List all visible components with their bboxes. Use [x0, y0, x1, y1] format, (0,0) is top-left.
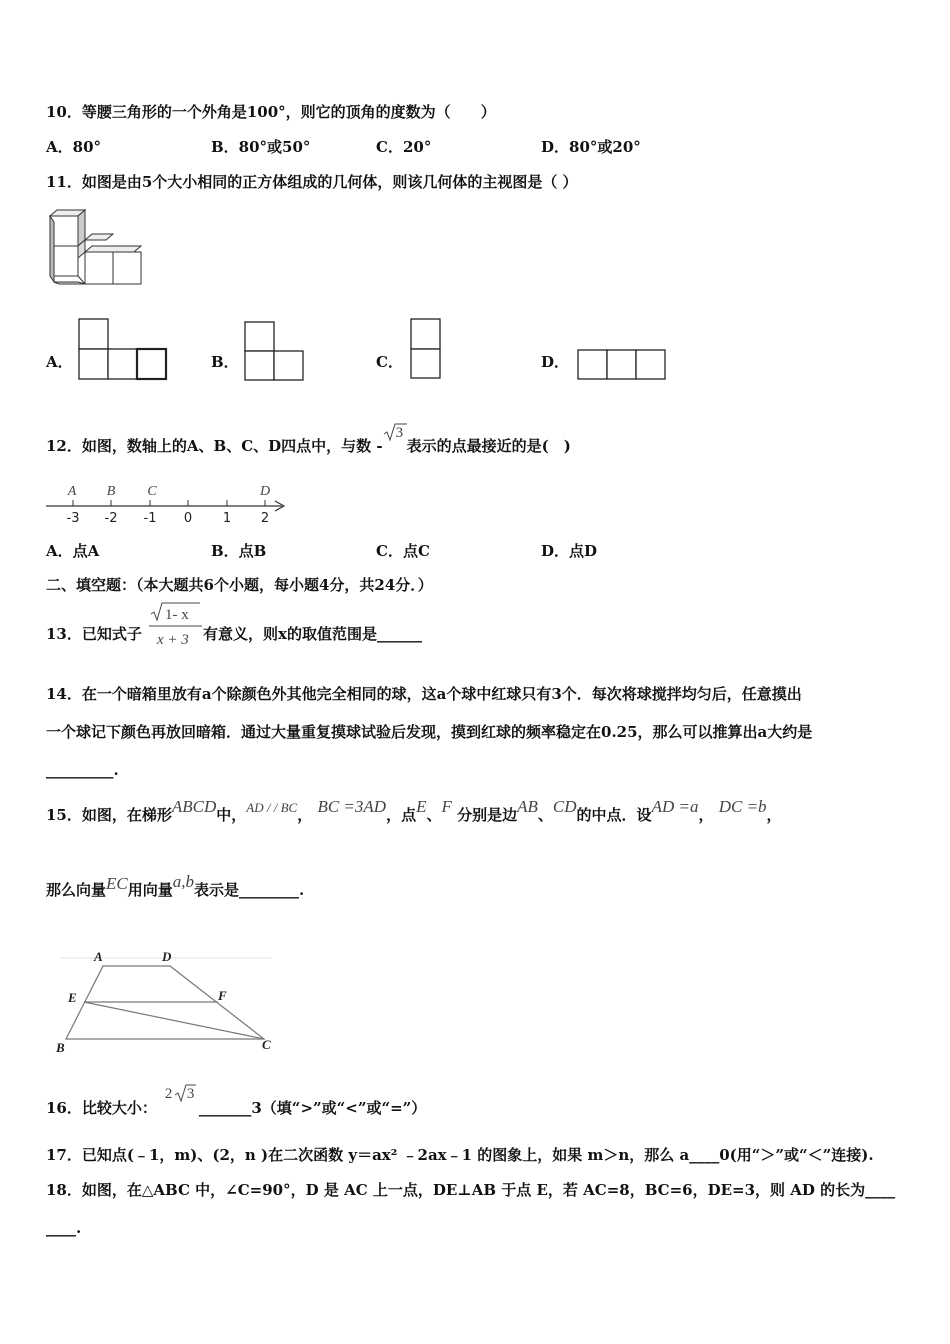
q13-suffix: 有意义，则x的取值范围是______: [203, 625, 422, 643]
q15-text: 表示是________.: [194, 881, 305, 899]
q14-line1: 14．在一个暗箱里放有a个除颜色外其他完全相同的球，这a个球中红球只有3个．每次将球搅拌均匀后，任意摸出: [46, 685, 802, 703]
q13-prefix: 13．已知式子: [46, 625, 142, 643]
q11-cube-figure: [45, 208, 145, 290]
section2-heading: 二、填空题：（本大题共6个小题，每小题4分，共24分．）: [46, 576, 433, 594]
axis-tick-neg2: -2: [104, 511, 118, 526]
q11-option-d: D．: [541, 353, 570, 371]
axis-tick-neg3: -3: [66, 511, 80, 526]
label-c: C: [262, 1037, 271, 1052]
q10-stem: 10．等腰三角形的一个外角是100°，则它的顶角的度数为（ ）: [46, 103, 496, 121]
q18-line1: 18．如图，在△ABC 中，∠C=90°，D 是 AC 上一点，DE⊥AB 于点 E，若 AC=8，BC=6，DE=3，则 AD 的长为____: [46, 1181, 896, 1199]
q15-text: 那么向量: [46, 881, 107, 899]
axis-tick-neg1: -1: [143, 511, 157, 526]
q15-line2: [46, 872, 305, 900]
q12-stem-text: 12．如图，数轴上的A、B、C、D四点中，与数 -: [46, 437, 383, 455]
q16-radicand: 3: [186, 1086, 195, 1102]
q12-option-b: B．点B: [211, 542, 267, 560]
q15-text: 中，: [216, 806, 247, 824]
q15-text: 、: [537, 806, 553, 824]
q13-numerator: 1- x: [165, 607, 189, 623]
axis-tick-0: 0: [183, 511, 193, 526]
q15-text: 用向量: [127, 881, 173, 899]
q15-math-ec: EC: [106, 874, 128, 893]
label-d: D: [162, 949, 172, 964]
axis-letter-d: D: [259, 484, 271, 499]
q11-view-c: [410, 318, 442, 380]
q10-option-d: D．80°或20°: [541, 138, 641, 156]
q15-math-ad-a: AD =a: [651, 797, 699, 816]
q12-stem: [46, 425, 571, 456]
q12-option-c: C．点C: [376, 542, 430, 560]
q15-math-e: E: [416, 797, 427, 816]
q15-math-bc3ad: BC =3AD: [317, 797, 387, 816]
axis-tick-2: 2: [260, 511, 270, 526]
q12-option-d: D．点D: [541, 542, 598, 560]
axis-letter-c: C: [147, 484, 157, 499]
label-b: B: [56, 1040, 65, 1055]
q15-text: 分别是边: [457, 806, 518, 824]
q17-stem: 17．已知点(﹣1，m)、(2，n )在二次函数 y＝ax² ﹣2ax﹣1 的图象上，如果 m＞n，那么 a____0(用“＞”或“＜”连接).: [46, 1146, 874, 1164]
q12-option-a: A．点A: [46, 542, 100, 560]
q12-stem-end: 表示的点最接近的是( ): [406, 437, 571, 455]
q10-option-a: A．80°: [46, 138, 102, 156]
label-a: A: [94, 949, 103, 964]
q10-option-c: C．20°: [376, 138, 432, 156]
q16-suffix: _______3（填“>”或“<”或“=”）: [198, 1099, 427, 1117]
q12-sqrt: [383, 425, 407, 456]
q15-math-cd: CD: [552, 797, 577, 816]
q11-view-b: [244, 321, 304, 381]
q11-option-a: A．: [46, 353, 73, 371]
q15-text: 的中点．设: [576, 806, 652, 824]
q18-line2: ____.: [46, 1219, 82, 1237]
q15-math-ab-vectors: a,b: [172, 872, 195, 891]
q12-radicand: 3: [395, 425, 404, 441]
q15-math-parallel: AD / / BC: [246, 800, 298, 815]
axis-letter-a: A: [67, 484, 77, 499]
q15-text: ，: [766, 806, 782, 824]
axis-letter-b: B: [106, 484, 116, 499]
q15-math-f: F: [441, 797, 452, 816]
axis-tick-1: 1: [222, 511, 232, 526]
q15-text: 、: [426, 806, 442, 824]
q14-line3: _________.: [46, 761, 119, 779]
q16-expression: [157, 1086, 199, 1118]
q16-line: [46, 1086, 427, 1118]
q11-option-c: C．: [376, 353, 403, 371]
q15-math-abcd: ABCD: [171, 797, 217, 816]
q10-option-b: B．80°或50°: [211, 138, 311, 156]
q13-denominator: x + 3: [157, 632, 189, 648]
q15-text: ，: [698, 806, 714, 824]
q15-math-dc-b: DC =b: [718, 797, 767, 816]
q15-line1: [46, 797, 782, 826]
q16-coefficient: 2: [164, 1086, 173, 1102]
q15-text: ，点: [386, 806, 417, 824]
q11-view-d: [577, 349, 668, 381]
q15-text: ，: [297, 806, 313, 824]
label-e: E: [68, 990, 77, 1005]
label-f: F: [218, 988, 227, 1003]
q16-prefix: 16．比较大小：: [46, 1099, 157, 1117]
q14-line2: 一个球记下颜色再放回暗箱．通过大量重复摸球试验后发现，摸到红球的频率稳定在0.25，那么可以推算出a大约是: [46, 723, 813, 741]
q15-math-ab: AB: [517, 797, 538, 816]
q11-option-b: B．: [211, 353, 239, 371]
q13-fraction: [148, 600, 204, 650]
q15-trapezoid-figure: [52, 944, 282, 1056]
q11-view-a: [78, 318, 168, 380]
q11-stem: 11．如图是由5个大小相同的正方体组成的几何体，则该几何体的主视图是（ ）: [46, 173, 578, 191]
q15-text: 15．如图，在梯形: [46, 806, 172, 824]
q12-number-line: [44, 478, 294, 528]
